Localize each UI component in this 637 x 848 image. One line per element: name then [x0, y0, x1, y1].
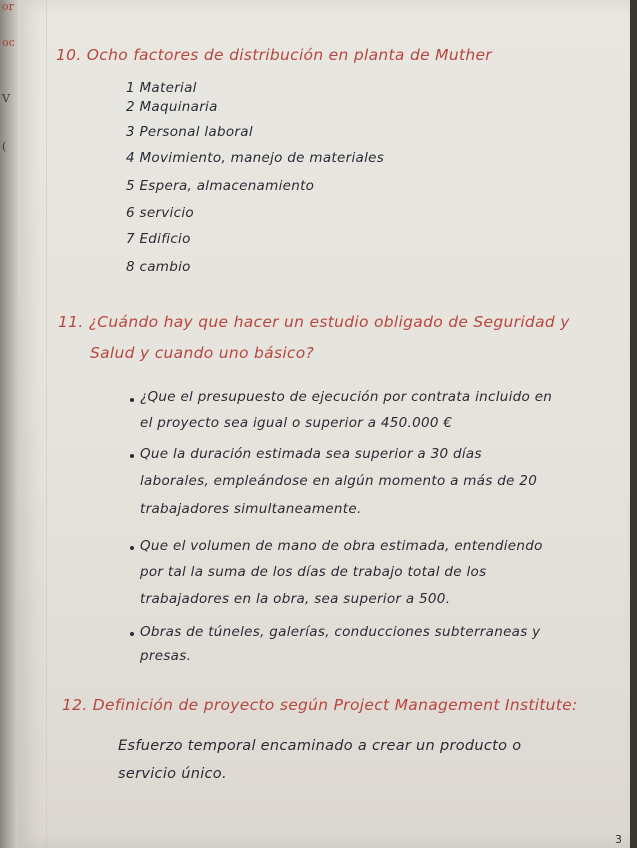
bullet-text: Obras de túneles, galerías, conducciones subterraneas y [140, 624, 541, 640]
bullet-text: laborales, empleándose en algún momento a más de 20 [140, 473, 538, 489]
margin-line [46, 0, 47, 848]
question-12-heading: 12. Definición de proyecto según Project Management Institute: [62, 696, 578, 714]
bullet-text: Que la duración estimada sea superior a 30 días [140, 446, 482, 462]
bullet-point [130, 632, 134, 636]
list-item: 4 Movimiento, manejo de materiales [126, 150, 385, 166]
prev-page-mark: or [2, 0, 14, 13]
question-11-heading-cont: Salud y cuando uno básico? [90, 344, 315, 362]
bullet-text: Que el volumen de mano de obra estimada, entendiendo [140, 538, 543, 554]
list-item: 3 Personal laboral [126, 124, 253, 140]
question-10-heading: 10. Ocho factores de distribución en planta de Muther [56, 46, 492, 64]
prev-page-mark: ( [2, 140, 7, 153]
bullet-text: el proyecto sea igual o superior a 450.000 € [140, 415, 453, 431]
list-item: 6 servicio [126, 205, 194, 221]
answer-text: servicio único. [118, 766, 227, 782]
bullet-text: presas. [140, 648, 192, 664]
list-item: 8 cambio [126, 259, 191, 275]
list-item: 7 Edificio [126, 231, 191, 247]
bullet-point [130, 546, 134, 550]
bullet-point [130, 398, 134, 402]
bullet-point [130, 454, 134, 458]
page-number: 3 [615, 833, 622, 846]
bullet-text: trabajadores en la obra, sea superior a 500. [140, 591, 451, 607]
list-item: 5 Espera, almacenamiento [126, 178, 315, 194]
bullet-text: por tal la suma de los días de trabajo total de los [140, 564, 487, 580]
list-item: 2 Maquinaria [126, 99, 218, 115]
prev-page-mark: oc [2, 36, 15, 49]
bullet-text: ¿Que el presupuesto de ejecución por contrata incluido en [140, 389, 553, 405]
answer-text: Esfuerzo temporal encaminado a crear un producto o [118, 738, 522, 754]
bullet-text: trabajadores simultaneamente. [140, 501, 362, 517]
prev-page-mark: V [2, 92, 10, 105]
list-item: 1 Material [126, 80, 197, 96]
question-11-heading: 11. ¿Cuándo hay que hacer un estudio obligado de Seguridad y [58, 313, 570, 331]
notebook-page [18, 0, 630, 848]
